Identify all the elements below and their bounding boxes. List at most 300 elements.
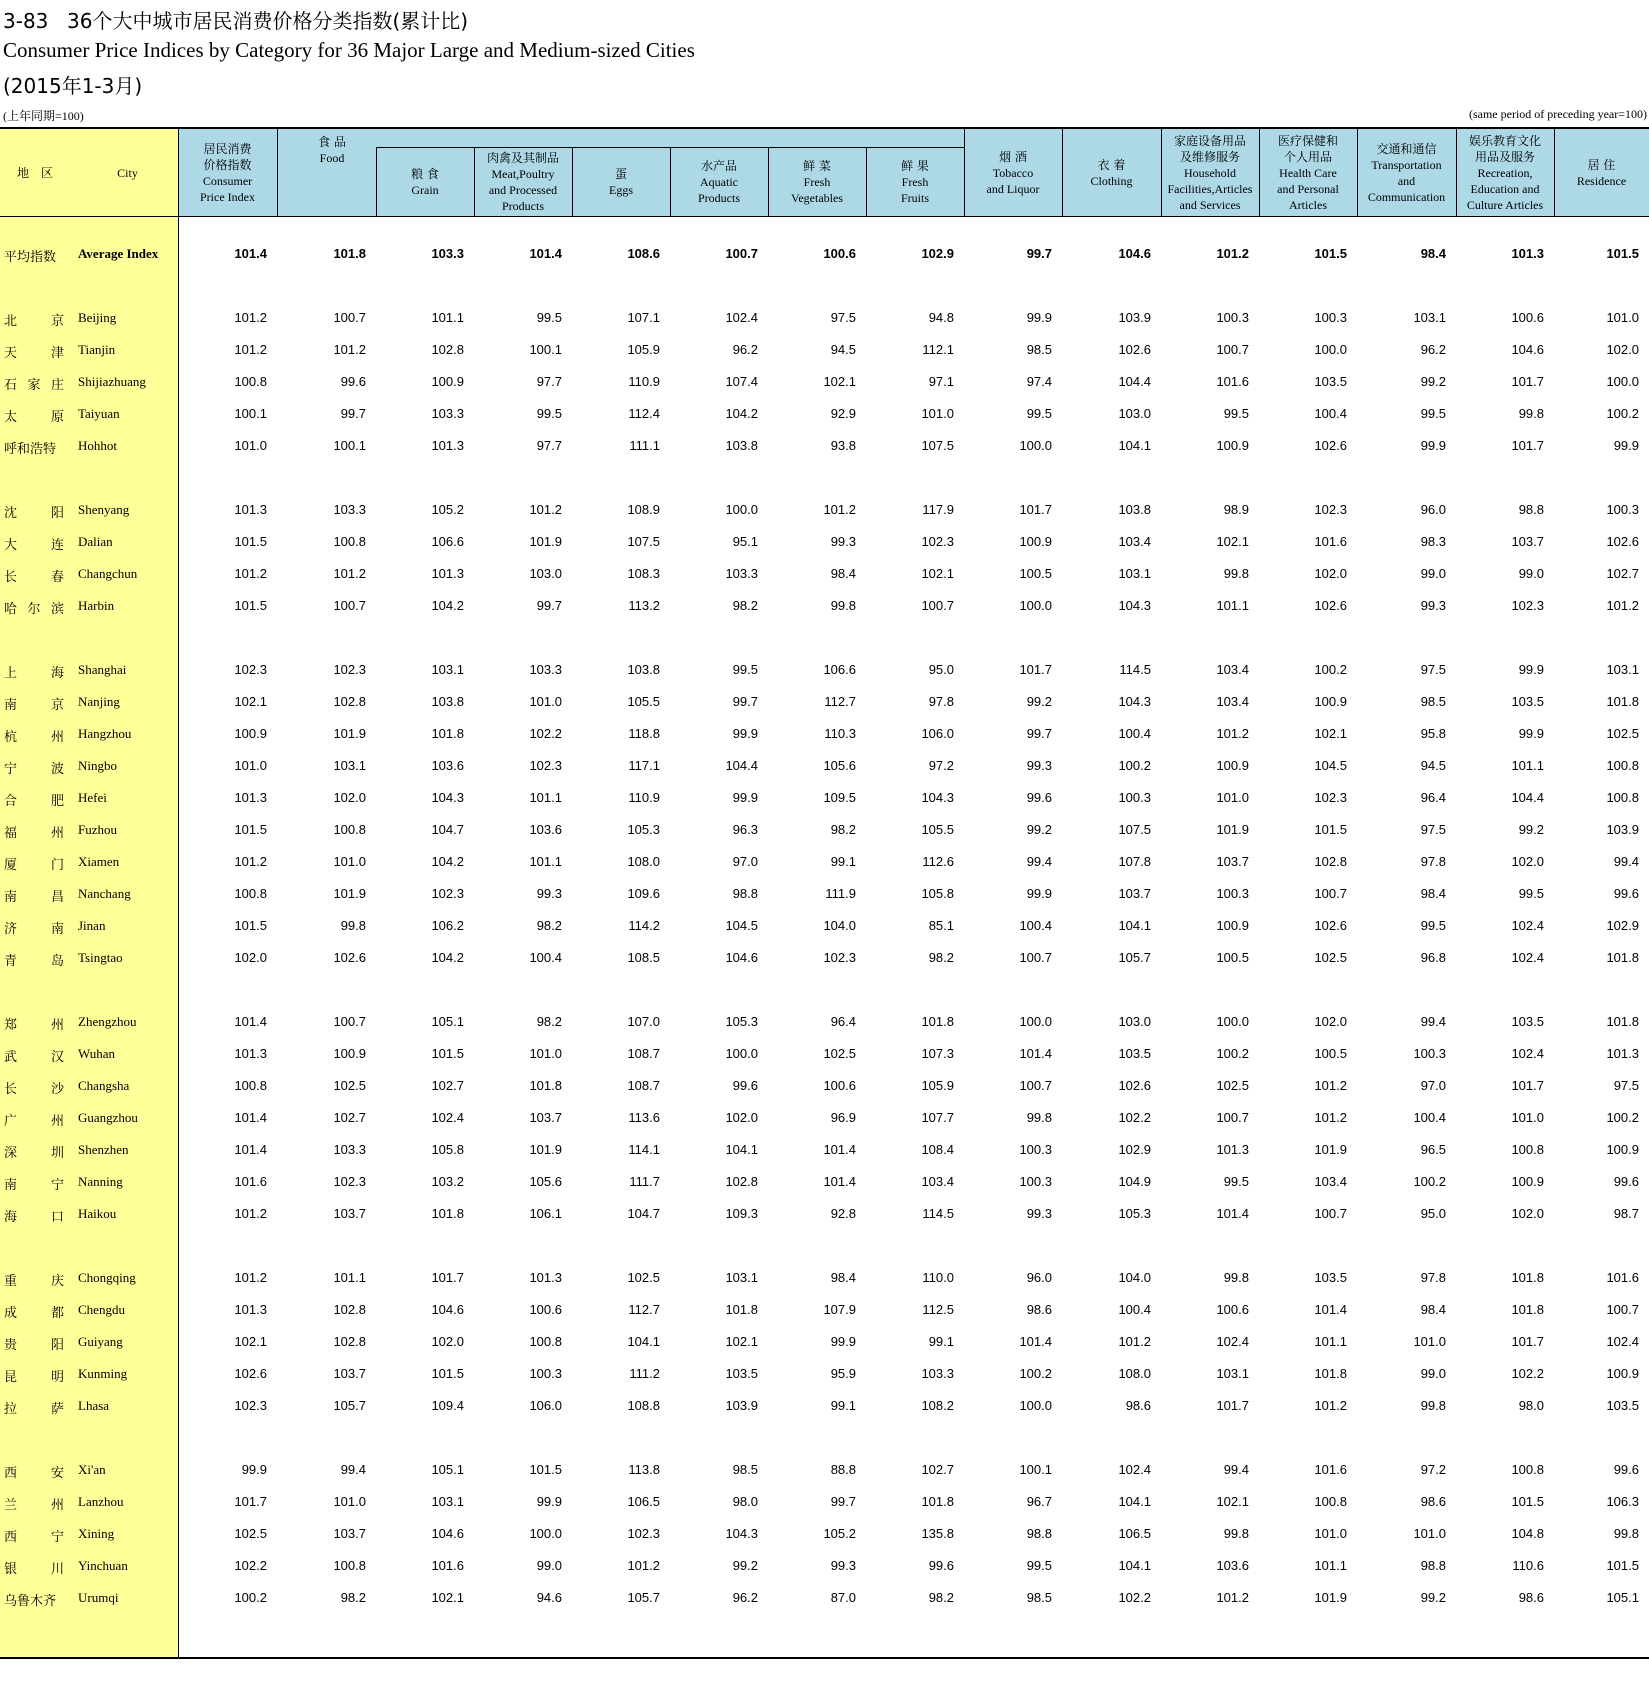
index-value: 96.2 <box>732 342 758 357</box>
index-value: 103.6 <box>1216 1558 1249 1573</box>
city-name-en: Taiyuan <box>78 406 120 421</box>
column-header-zh: 居 住 <box>1587 157 1616 172</box>
index-value: 102.6 <box>1314 438 1347 453</box>
city-name-en: Guangzhou <box>78 1110 138 1125</box>
column-header-zh: 鲜 菜 <box>803 158 831 173</box>
header-column-divider <box>277 129 278 216</box>
index-value: 108.0 <box>627 854 660 869</box>
table-row <box>0 1363 1649 1385</box>
index-value: 103.7 <box>333 1206 366 1221</box>
index-value: 105.2 <box>431 502 464 517</box>
index-value: 97.7 <box>536 374 562 389</box>
index-value: 99.8 <box>340 918 366 933</box>
index-value: 100.3 <box>1606 502 1639 517</box>
index-value: 99.6 <box>1026 790 1052 805</box>
index-value: 100.6 <box>1216 1302 1249 1317</box>
index-value: 102.4 <box>1511 1046 1544 1061</box>
index-value: 108.2 <box>921 1398 954 1413</box>
index-value: 102.3 <box>333 1174 366 1189</box>
index-value: 99.6 <box>1613 886 1639 901</box>
index-value: 97.0 <box>732 854 758 869</box>
index-value: 104.6 <box>1511 342 1544 357</box>
column-header-zh: 粮 食 <box>411 166 439 181</box>
index-value: 102.1 <box>1216 534 1249 549</box>
index-value: 99.3 <box>1026 758 1052 773</box>
index-value: 100.2 <box>1118 758 1151 773</box>
index-value: 101.3 <box>529 1270 562 1285</box>
city-name-en: Shenyang <box>78 502 130 517</box>
index-value: 101.0 <box>1511 1110 1544 1125</box>
index-value: 102.0 <box>1606 342 1639 357</box>
table-number: 3-83 <box>3 9 49 33</box>
index-value: 102.4 <box>1118 1462 1151 1477</box>
index-value: 92.8 <box>830 1206 856 1221</box>
table-row <box>0 1139 1649 1161</box>
index-value: 97.8 <box>928 694 954 709</box>
index-value: 99.0 <box>536 1558 562 1573</box>
index-value: 108.7 <box>627 1078 660 1093</box>
index-value: 98.5 <box>1420 694 1446 709</box>
index-value: 102.1 <box>234 1334 267 1349</box>
index-value: 102.4 <box>431 1110 464 1125</box>
index-value: 102.8 <box>431 342 464 357</box>
column-header-zh: 鲜 果 <box>901 158 929 173</box>
column-header-zh: 价格指数 <box>203 157 252 172</box>
index-value: 103.3 <box>921 1366 954 1381</box>
city-name-en: Shenzhen <box>78 1142 129 1157</box>
index-value: 101.4 <box>234 1110 267 1125</box>
title-zh-text: 36个大中城市居民消费价格分类指数(累计比) <box>67 9 469 33</box>
index-value: 100.9 <box>1216 918 1249 933</box>
index-value: 104.4 <box>1118 374 1151 389</box>
index-value: 100.2 <box>1606 406 1639 421</box>
table-row <box>0 1459 1649 1481</box>
table-row <box>0 531 1649 553</box>
region-name-zh: 大 连 <box>4 538 64 553</box>
index-value: 102.3 <box>1314 790 1347 805</box>
index-value: 98.6 <box>1026 1302 1052 1317</box>
index-value: 103.3 <box>431 246 464 261</box>
index-value: 101.9 <box>333 886 366 901</box>
index-value: 99.3 <box>1420 598 1446 613</box>
table-row <box>0 563 1649 585</box>
index-value: 94.6 <box>536 1590 562 1605</box>
index-value: 101.8 <box>431 726 464 741</box>
index-value: 103.1 <box>431 1494 464 1509</box>
index-value: 102.0 <box>1314 566 1347 581</box>
index-value: 105.9 <box>627 342 660 357</box>
region-name-zh: 济 南 <box>4 922 64 937</box>
index-value: 101.4 <box>1019 1046 1052 1061</box>
index-value: 100.9 <box>234 726 267 741</box>
index-value: 99.9 <box>1518 726 1544 741</box>
table-row <box>0 1011 1649 1033</box>
index-value: 102.3 <box>529 758 562 773</box>
average-row <box>0 243 1649 265</box>
index-value: 105.1 <box>431 1462 464 1477</box>
table-row <box>0 1043 1649 1065</box>
index-value: 99.9 <box>1026 886 1052 901</box>
index-value: 101.0 <box>333 1494 366 1509</box>
index-value: 104.3 <box>1118 694 1151 709</box>
index-value: 102.1 <box>921 566 954 581</box>
index-value: 101.7 <box>1511 1078 1544 1093</box>
index-value: 101.3 <box>234 502 267 517</box>
index-value: 103.5 <box>1118 1046 1151 1061</box>
index-value: 103.0 <box>529 566 562 581</box>
index-value: 99.9 <box>830 1334 856 1349</box>
index-value: 102.8 <box>333 1302 366 1317</box>
column-header-en: Price Index <box>200 189 255 204</box>
header-column-divider <box>1554 129 1555 216</box>
index-value: 99.1 <box>830 1398 856 1413</box>
index-value: 101.7 <box>1019 502 1052 517</box>
column-header-zh: 蛋 <box>614 166 627 181</box>
index-value: 98.8 <box>732 886 758 901</box>
index-value: 101.2 <box>529 502 562 517</box>
index-value: 101.7 <box>1511 374 1544 389</box>
index-value: 100.7 <box>333 310 366 325</box>
index-value: 101.6 <box>431 1558 464 1573</box>
index-value: 101.1 <box>431 310 464 325</box>
index-value: 96.4 <box>1420 790 1446 805</box>
index-value: 100.0 <box>1019 598 1052 613</box>
index-value: 100.6 <box>529 1302 562 1317</box>
index-value: 102.0 <box>725 1110 758 1125</box>
index-value: 98.4 <box>1420 1302 1446 1317</box>
index-value: 101.8 <box>529 1078 562 1093</box>
column-header-en: Culture Articles <box>1466 197 1544 212</box>
index-value: 102.9 <box>921 246 954 261</box>
index-value: 105.6 <box>529 1174 562 1189</box>
region-name-zh: 重 庆 <box>4 1274 64 1289</box>
column-header-zh: 用品及服务 <box>1474 149 1535 164</box>
index-value: 98.6 <box>1420 1494 1446 1509</box>
index-value: 103.1 <box>333 758 366 773</box>
index-value: 102.3 <box>333 662 366 677</box>
index-value: 102.2 <box>1118 1590 1151 1605</box>
index-value: 103.5 <box>1314 374 1347 389</box>
index-value: 104.6 <box>431 1526 464 1541</box>
region-name-zh: 郑 州 <box>4 1018 64 1033</box>
index-value: 99.2 <box>1026 822 1052 837</box>
index-value: 101.1 <box>1314 1334 1347 1349</box>
index-value: 100.5 <box>1216 950 1249 965</box>
index-value: 99.7 <box>1026 726 1052 741</box>
index-value: 103.7 <box>529 1110 562 1125</box>
index-value: 100.7 <box>333 1014 366 1029</box>
city-name-en: Nanchang <box>78 886 131 901</box>
column-header-en: Products <box>502 198 544 213</box>
index-value: 103.3 <box>333 1142 366 1157</box>
region-name-zh: 长 沙 <box>4 1082 64 1097</box>
index-value: 96.8 <box>1420 950 1446 965</box>
index-value: 99.2 <box>1518 822 1544 837</box>
index-value: 100.0 <box>1019 1398 1052 1413</box>
index-value: 101.2 <box>1216 726 1249 741</box>
index-value: 102.0 <box>1314 1014 1347 1029</box>
index-value: 135.8 <box>921 1526 954 1541</box>
region-name-zh: 上 海 <box>4 666 64 681</box>
table-row <box>0 1203 1649 1225</box>
region-name-zh: 宁 波 <box>4 762 64 777</box>
index-value: 104.1 <box>1118 1558 1151 1573</box>
index-value: 100.7 <box>1019 950 1052 965</box>
column-header-en: and Processed <box>488 182 558 197</box>
index-value: 101.0 <box>1216 790 1249 805</box>
index-value: 100.8 <box>333 1558 366 1573</box>
index-value: 98.4 <box>1420 886 1446 901</box>
column-header-en: Fresh <box>803 174 831 189</box>
column-header-transport <box>1357 129 1456 216</box>
city-name-en: Chengdu <box>78 1302 125 1317</box>
index-value: 102.4 <box>1511 950 1544 965</box>
index-value: 104.3 <box>725 1526 758 1541</box>
index-value: 99.8 <box>1223 566 1249 581</box>
index-value: 106.0 <box>921 726 954 741</box>
region-name-zh: 银 川 <box>4 1562 64 1577</box>
index-value: 104.1 <box>1118 918 1151 933</box>
region-name-zh: 昆 明 <box>4 1370 64 1385</box>
index-value: 100.8 <box>1511 1462 1544 1477</box>
region-name-zh: 南 京 <box>4 698 64 713</box>
index-value: 103.5 <box>725 1366 758 1381</box>
table-row <box>0 1267 1649 1289</box>
index-value: 96.2 <box>732 1590 758 1605</box>
index-value: 100.0 <box>1019 438 1052 453</box>
index-value: 101.8 <box>921 1494 954 1509</box>
column-header-zh: 交通和通信 <box>1376 141 1437 156</box>
index-value: 100.9 <box>1216 758 1249 773</box>
index-value: 100.3 <box>1216 310 1249 325</box>
index-value: 104.0 <box>823 918 856 933</box>
index-value: 102.9 <box>1118 1142 1151 1157</box>
table-row <box>0 307 1649 329</box>
column-header-en: Recreation, <box>1477 165 1533 180</box>
region-name-zh: 平均指数 <box>4 250 57 265</box>
index-value: 98.0 <box>732 1494 758 1509</box>
index-value: 100.7 <box>1606 1302 1639 1317</box>
index-value: 100.2 <box>1314 662 1347 677</box>
index-value: 96.5 <box>1420 1142 1446 1157</box>
column-header-en: Fresh <box>901 174 929 189</box>
index-value: 101.2 <box>1216 246 1249 261</box>
column-header-zh: 及维修服务 <box>1179 149 1240 164</box>
index-value: 94.5 <box>1420 758 1446 773</box>
index-value: 112.5 <box>922 1302 954 1317</box>
base-note-en: (same period of preceding year=100) <box>1468 107 1647 121</box>
index-value: 106.0 <box>529 1398 562 1413</box>
index-value: 99.4 <box>1613 854 1639 869</box>
index-value: 97.2 <box>1420 1462 1446 1477</box>
city-name-en: Chongqing <box>78 1270 136 1285</box>
region-name-zh: 广 州 <box>4 1114 64 1129</box>
header-column-divider <box>1062 129 1063 216</box>
index-value: 97.5 <box>1420 662 1446 677</box>
index-value: 107.5 <box>627 534 660 549</box>
index-value: 106.3 <box>1606 1494 1639 1509</box>
city-name-en: Urumqi <box>78 1590 119 1605</box>
index-value: 98.3 <box>1420 534 1446 549</box>
index-value: 100.6 <box>1511 310 1544 325</box>
index-value: 102.1 <box>431 1590 464 1605</box>
index-value: 99.7 <box>830 1494 856 1509</box>
table-row <box>0 1491 1649 1513</box>
index-value: 99.6 <box>1613 1462 1639 1477</box>
index-value: 103.4 <box>1216 662 1249 677</box>
index-value: 112.1 <box>922 342 954 357</box>
index-value: 103.1 <box>1118 566 1151 581</box>
city-name-en: Tsingtao <box>78 950 123 965</box>
index-value: 99.9 <box>536 1494 562 1509</box>
column-header-en: Tobacco <box>992 165 1034 180</box>
index-value: 103.4 <box>921 1174 954 1189</box>
index-value: 101.0 <box>529 1046 562 1061</box>
index-value: 101.1 <box>1511 758 1544 773</box>
city-name-en: Nanjing <box>78 694 120 709</box>
index-value: 101.5 <box>1511 1494 1544 1509</box>
index-value: 97.1 <box>928 374 954 389</box>
index-value: 98.5 <box>1026 342 1052 357</box>
index-value: 111.1 <box>629 438 660 453</box>
index-value: 101.2 <box>1606 598 1639 613</box>
column-header-en: Health Care <box>1279 165 1337 180</box>
index-value: 99.0 <box>1420 566 1446 581</box>
index-value: 101.0 <box>234 438 267 453</box>
city-name-en: Hefei <box>78 790 107 805</box>
index-value: 104.0 <box>1118 1270 1151 1285</box>
column-header-eggs <box>572 147 670 216</box>
index-value: 100.7 <box>1314 1206 1347 1221</box>
index-value: 104.9 <box>1118 1174 1151 1189</box>
table-row <box>0 339 1649 361</box>
index-value: 100.9 <box>1314 694 1347 709</box>
city-name-en: Ningbo <box>78 758 117 773</box>
index-value: 101.4 <box>234 1014 267 1029</box>
index-value: 101.5 <box>234 822 267 837</box>
index-value: 103.5 <box>1511 1014 1544 1029</box>
index-value: 102.3 <box>823 950 856 965</box>
index-value: 101.4 <box>529 246 562 261</box>
index-value: 95.8 <box>1420 726 1446 741</box>
index-value: 103.1 <box>1216 1366 1249 1381</box>
index-value: 101.7 <box>1511 438 1544 453</box>
region-name-zh: 海 口 <box>4 1210 64 1225</box>
region-name-zh: 沈 阳 <box>4 506 64 521</box>
index-value: 100.8 <box>234 1078 267 1093</box>
index-value: 101.5 <box>431 1366 464 1381</box>
index-value: 99.5 <box>1420 918 1446 933</box>
index-value: 99.9 <box>732 790 758 805</box>
column-header-health <box>1259 129 1357 216</box>
index-value: 99.2 <box>1026 694 1052 709</box>
index-value: 105.3 <box>627 822 660 837</box>
index-value: 103.7 <box>333 1366 366 1381</box>
index-value: 99.4 <box>340 1462 366 1477</box>
index-value: 101.1 <box>1314 1558 1347 1573</box>
index-value: 102.7 <box>333 1110 366 1125</box>
index-value: 98.7 <box>1613 1206 1639 1221</box>
city-name-en: Kunming <box>78 1366 128 1381</box>
city-name-en: Dalian <box>78 534 113 549</box>
index-value: 97.2 <box>928 758 954 773</box>
index-value: 109.4 <box>431 1398 464 1413</box>
index-value: 99.6 <box>928 1558 954 1573</box>
index-value: 101.8 <box>333 246 366 261</box>
index-value: 104.7 <box>431 822 464 837</box>
city-name-en: Wuhan <box>78 1046 116 1061</box>
index-value: 105.3 <box>1118 1206 1151 1221</box>
index-value: 99.4 <box>1420 1014 1446 1029</box>
index-value: 100.0 <box>1314 342 1347 357</box>
column-header-en: Food <box>319 151 345 165</box>
index-value: 105.9 <box>921 1078 954 1093</box>
index-value: 100.0 <box>529 1526 562 1541</box>
column-header-en: Residence <box>1576 173 1627 188</box>
index-value: 99.9 <box>241 1462 267 1477</box>
index-value: 103.3 <box>529 662 562 677</box>
index-value: 108.8 <box>627 1398 660 1413</box>
table-row <box>0 1299 1649 1321</box>
index-value: 101.2 <box>1314 1110 1347 1125</box>
index-value: 99.7 <box>732 694 758 709</box>
index-value: 100.9 <box>1216 438 1249 453</box>
region-name-zh: 深 圳 <box>4 1146 64 1161</box>
index-value: 103.1 <box>431 662 464 677</box>
index-value: 101.5 <box>529 1462 562 1477</box>
index-value: 104.4 <box>725 758 758 773</box>
city-name-en: Xiamen <box>78 854 120 869</box>
index-value: 102.8 <box>333 694 366 709</box>
index-value: 101.8 <box>1606 1014 1639 1029</box>
index-value: 106.5 <box>627 1494 660 1509</box>
index-value: 103.7 <box>1118 886 1151 901</box>
index-value: 101.7 <box>1019 662 1052 677</box>
index-value: 98.6 <box>1518 1590 1544 1605</box>
table-bottom-rule <box>0 1657 1649 1659</box>
index-value: 104.2 <box>725 406 758 421</box>
column-header-en: Fruits <box>900 190 929 205</box>
column-header-en: Clothing <box>1090 173 1133 188</box>
index-value: 99.5 <box>536 406 562 421</box>
region-name-zh: 呼和浩特 <box>4 442 57 457</box>
region-name-zh: 西 安 <box>4 1466 64 1481</box>
index-value: 101.1 <box>529 790 562 805</box>
index-value: 99.8 <box>1223 1526 1249 1541</box>
index-value: 100.0 <box>1216 1014 1249 1029</box>
index-value: 100.8 <box>234 374 267 389</box>
index-value: 102.0 <box>234 950 267 965</box>
city-name-en: Tianjin <box>78 342 116 357</box>
index-value: 100.7 <box>1216 1110 1249 1125</box>
index-value: 106.6 <box>431 534 464 549</box>
index-value: 110.9 <box>628 374 660 389</box>
index-value: 99.9 <box>1518 662 1544 677</box>
index-value: 95.0 <box>1420 1206 1446 1221</box>
index-value: 107.1 <box>627 310 660 325</box>
index-value: 101.4 <box>823 1174 856 1189</box>
index-value: 102.4 <box>725 310 758 325</box>
table-row <box>0 1107 1649 1129</box>
index-value: 104.5 <box>1314 758 1347 773</box>
index-value: 98.4 <box>830 566 856 581</box>
index-value: 105.3 <box>725 1014 758 1029</box>
column-header-zh: 肉禽及其制品 <box>486 150 559 165</box>
city-name-en: Lhasa <box>78 1398 110 1413</box>
index-value: 101.3 <box>234 1302 267 1317</box>
region-name-zh: 天 津 <box>4 346 64 361</box>
index-value: 102.6 <box>1118 342 1151 357</box>
